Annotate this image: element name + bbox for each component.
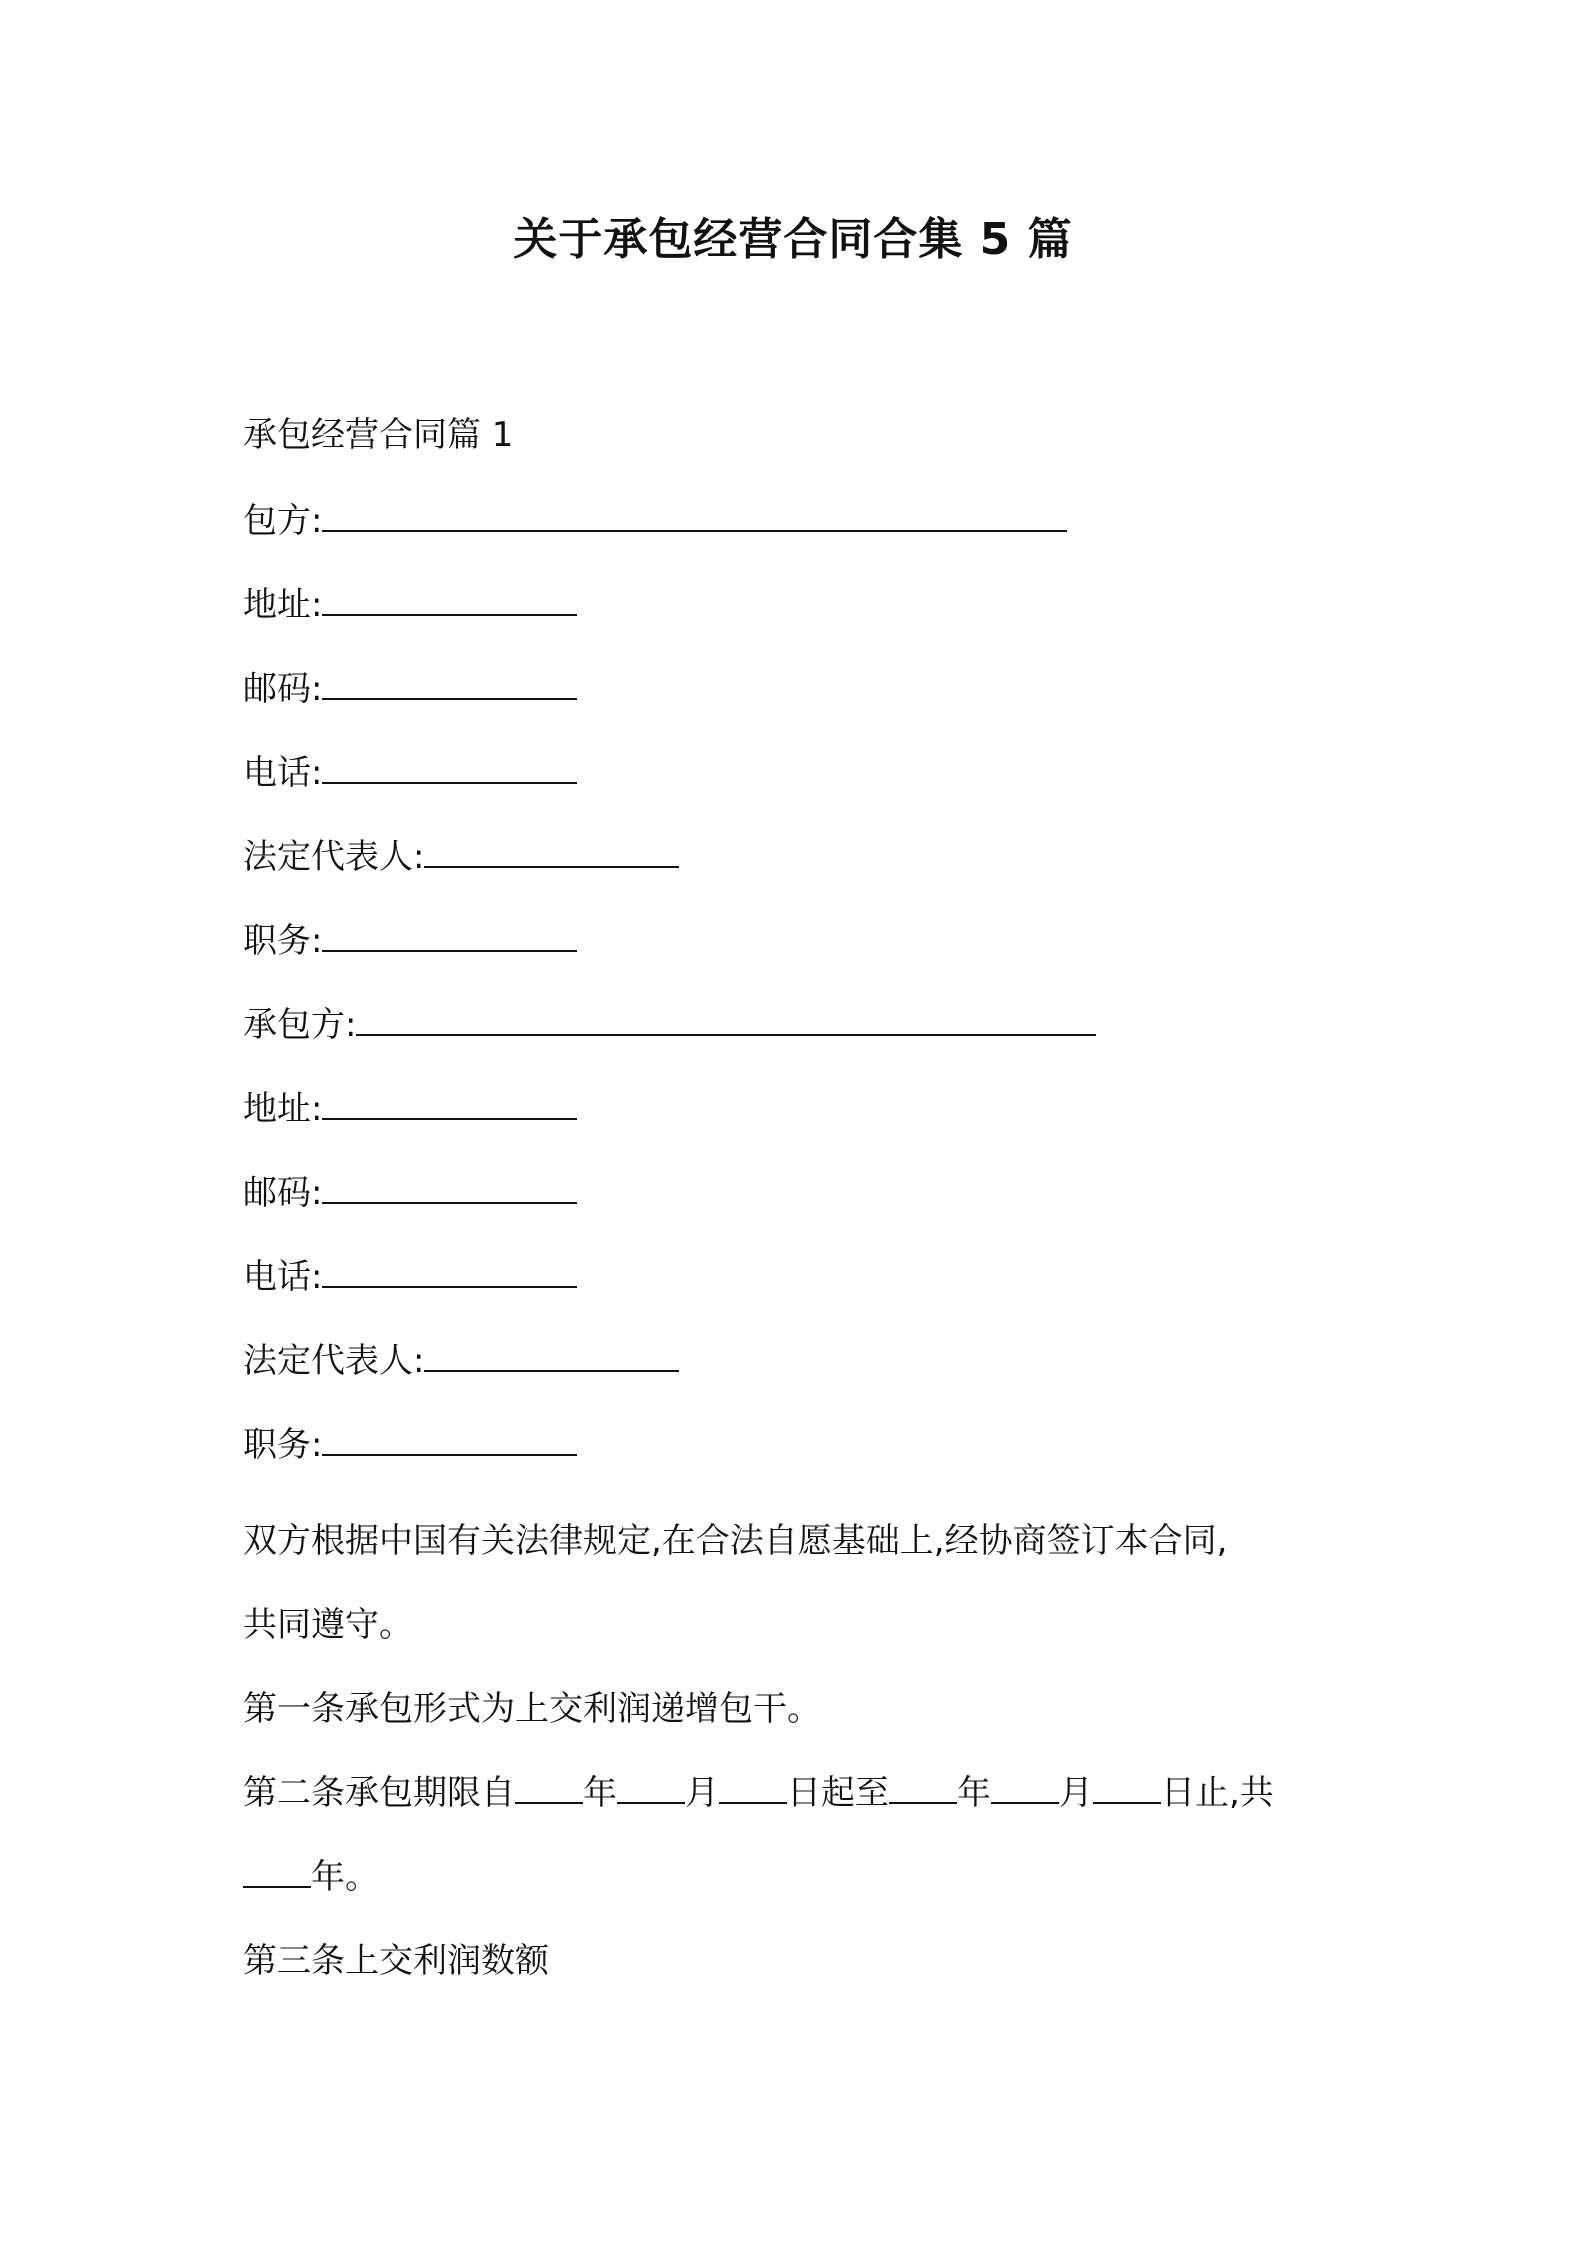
field-label: 地址: [243,585,323,625]
party-a-phone-field [243,743,1363,803]
fill-in-blank[interactable] [991,1774,1059,1804]
article-text: 月 [1059,1773,1093,1813]
party-a-legal-rep-field [243,827,1363,887]
fill-in-blank[interactable] [322,502,1067,532]
article-2 [243,1751,1363,1835]
intro-paragraph-line: 双方根据中国有关法律规定,在合法自愿基础上,经协商签订本合同, [243,1521,1228,1561]
fill-in-blank[interactable] [889,1774,957,1804]
party-a-postcode-field [243,659,1363,719]
intro-paragraph-line: 共同遵守。 [243,1605,413,1645]
article-text: 日止,共 [1161,1773,1274,1813]
fill-in-blank[interactable] [322,1174,577,1204]
party-a-position-field [243,911,1363,971]
field-label: 承包方: [243,1005,357,1045]
fill-in-blank[interactable] [356,1006,1096,1036]
article-text: 年 [583,1773,617,1813]
party-a-address-field [243,575,1363,635]
party-a-name-field [243,491,1363,551]
fill-in-blank[interactable] [322,1090,577,1120]
party-b-position-field [243,1415,1363,1475]
fill-in-blank[interactable] [243,1858,311,1888]
field-label: 法定代表人: [243,1341,425,1381]
section-heading: 承包经营合同篇 1 [243,415,514,455]
fill-in-blank[interactable] [322,1426,577,1456]
article-text: 年 [957,1773,991,1813]
field-label: 邮码: [243,669,323,709]
party-b-postcode-field [243,1163,1363,1223]
fill-in-blank[interactable] [322,670,577,700]
fill-in-blank[interactable] [515,1774,583,1804]
party-b-address-field [243,1079,1363,1139]
fill-in-blank[interactable] [617,1774,685,1804]
field-label: 职务: [243,1425,323,1465]
fill-in-blank[interactable] [322,586,577,616]
fill-in-blank[interactable] [1093,1774,1161,1804]
article-text: 月 [685,1773,719,1813]
document-body [243,405,1363,2003]
field-label: 法定代表人: [243,837,425,877]
fill-in-blank[interactable] [424,838,679,868]
party-b-legal-rep-field [243,1331,1363,1391]
field-label: 邮码: [243,1173,323,1213]
article-1: 第一条承包形式为上交利润递增包干。 [243,1689,821,1729]
fill-in-blank[interactable] [322,922,577,952]
party-b-phone-field [243,1247,1363,1307]
fill-in-blank[interactable] [322,754,577,784]
article-text: 年。 [311,1857,379,1897]
field-label: 电话: [243,1257,323,1297]
article-text: 第二条承包期限自 [243,1773,515,1813]
fill-in-blank[interactable] [719,1774,787,1804]
field-label: 电话: [243,753,323,793]
article-text: 日起至 [787,1773,889,1813]
field-label: 职务: [243,921,323,961]
fill-in-blank[interactable] [424,1342,679,1372]
article-3: 第三条上交利润数额 [243,1941,549,1981]
field-label: 地址: [243,1089,323,1129]
field-label: 包方: [243,501,323,541]
party-b-name-field [243,995,1363,1055]
fill-in-blank[interactable] [322,1258,577,1288]
document-title: 关于承包经营合同合集 5 篇 [513,214,1073,265]
article-2-continued [243,1835,1363,1919]
